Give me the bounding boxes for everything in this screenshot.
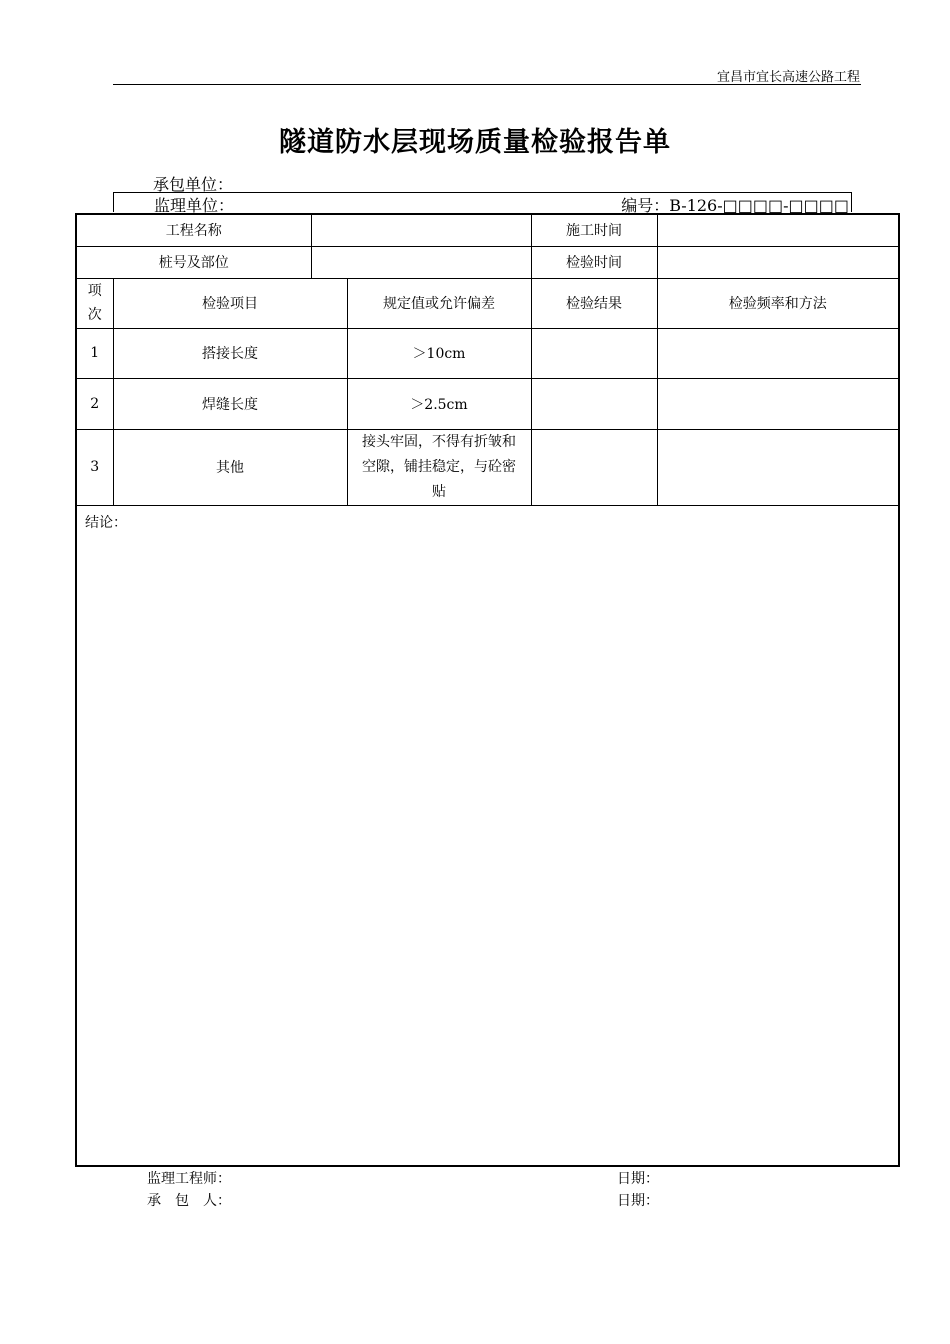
row-item: 焊缝长度	[113, 378, 347, 429]
row-no: 2	[76, 378, 113, 429]
row-item: 搭接长度	[113, 328, 347, 378]
row-item: 其他	[113, 429, 347, 505]
construction-time-value[interactable]	[657, 214, 899, 246]
project-name-value[interactable]	[311, 214, 531, 246]
col-method-header: 检验频率和方法	[657, 278, 899, 328]
date-label: 日期：	[617, 1171, 659, 1187]
inspection-table	[75, 213, 900, 1167]
contractor-label: 承包单位：	[153, 175, 234, 194]
row-spec: ＞10cm	[347, 328, 531, 378]
construction-time-label: 施工时间	[531, 214, 657, 246]
row-method[interactable]	[657, 429, 899, 505]
project-name-label: 工程名称	[76, 214, 311, 246]
supervisor-label: 监理单位：	[154, 196, 235, 215]
table-row	[76, 328, 899, 378]
form-code: 编号：B-126-□□□□-□□□□	[621, 196, 849, 215]
col-item-header: 检验项目	[113, 278, 347, 328]
inspection-time-label: 检验时间	[531, 246, 657, 278]
table-row	[76, 429, 899, 505]
table-row	[76, 214, 899, 246]
date-label: 日期：	[617, 1193, 659, 1209]
row-method[interactable]	[657, 328, 899, 378]
table-row	[76, 378, 899, 429]
contractor-person-label: 承 包 人：	[147, 1193, 231, 1209]
header-divider	[113, 84, 861, 85]
page-title: 隧道防水层现场质量检验报告单	[279, 127, 671, 158]
row-spec: 接头牢固，不得有折皱和空隙，铺挂稳定，与砼密贴	[347, 429, 531, 505]
station-label: 桩号及部位	[76, 246, 311, 278]
inspection-time-value[interactable]	[657, 246, 899, 278]
col-no-header: 项次	[76, 278, 113, 328]
row-no: 3	[76, 429, 113, 505]
engineer-label: 监理工程师：	[147, 1171, 231, 1187]
header-project: 宜昌市宜长高速公路工程	[716, 70, 860, 85]
row-spec: ＞2.5cm	[347, 378, 531, 429]
row-result[interactable]	[531, 378, 657, 429]
conclusion-row	[76, 505, 899, 1166]
row-result[interactable]	[531, 429, 657, 505]
station-value[interactable]	[311, 246, 531, 278]
supervisor-row	[113, 192, 852, 215]
row-result[interactable]	[531, 328, 657, 378]
conclusion-cell[interactable]	[76, 505, 899, 1166]
col-spec-header: 规定值或允许偏差	[347, 278, 531, 328]
conclusion-label: 结论：	[85, 514, 127, 531]
row-method[interactable]	[657, 378, 899, 429]
col-result-header: 检验结果	[531, 278, 657, 328]
table-row	[76, 246, 899, 278]
table-header-row	[76, 278, 899, 328]
row-no: 1	[76, 328, 113, 378]
